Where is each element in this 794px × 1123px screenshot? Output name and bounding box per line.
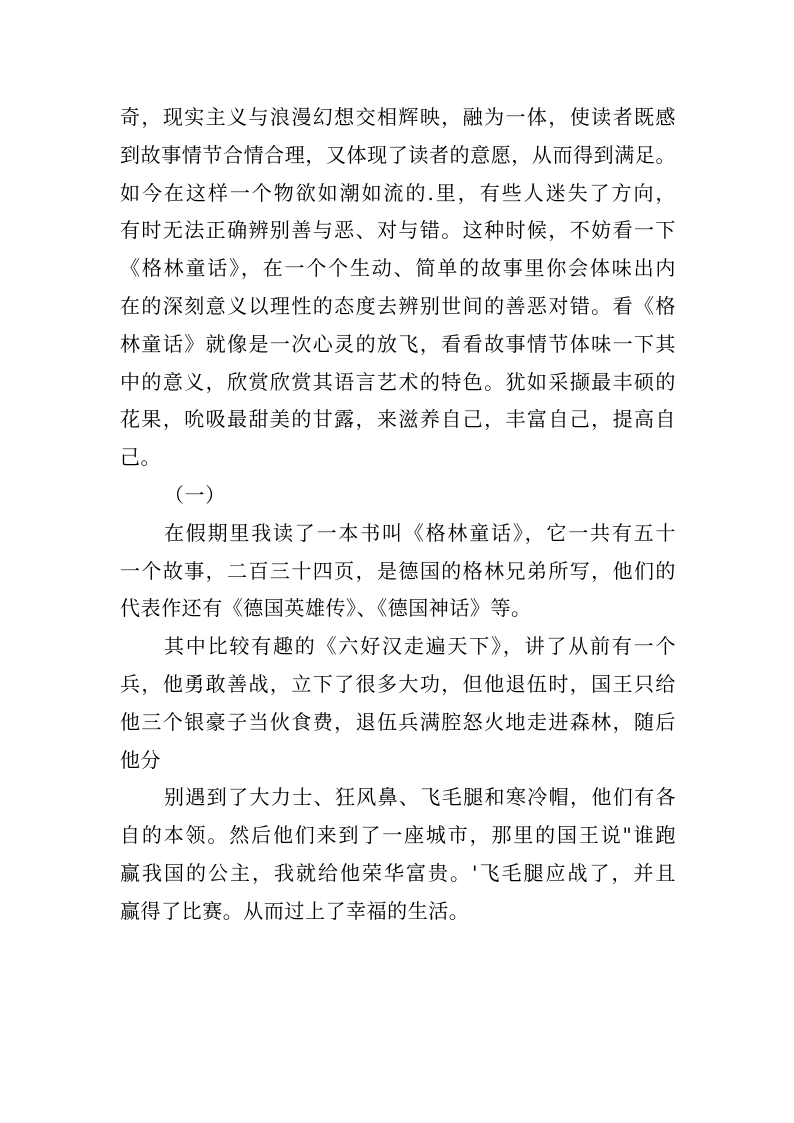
text-line: 赢我国的公主，我就给他荣华富贵。'飞毛腿应战了，并且 [120,860,676,885]
text-line: 林童话》就像是一次心灵的放飞，看看故事情节体味一下其 [120,331,676,356]
text-line: 如今在这样一个物欲如潮如流的.里，有些人迷失了方向， [120,180,676,205]
text-line: 有时无法正确辨别善与恶、对与错。这种时候，不妨看一下 [120,218,676,243]
text-line: 别遇到了大力士、狂风鼻、飞毛腿和寒冷帽，他们有各 [164,785,676,810]
text-line: 赢得了比赛。从而过上了幸福的生活。 [120,898,470,923]
text-line: 《格林童话》，在一个个生动、简单的故事里你会体味出内 [120,256,676,281]
text-line: 自的本领。然后他们来到了一座城市，那里的国王说"谁跑 [120,823,676,848]
text-line: 奇，现实主义与浪漫幻想交相辉映，融为一体，使读者既感 [120,105,676,129]
document-body [120,99,676,931]
text-line: （一） [164,482,226,507]
text-line: 中的意义，欣赏欣赏其语言艺术的特色。犹如采撷最丰硕的 [120,369,676,394]
text-line: 他三个银豪子当伙食费，退伍兵满腔怒火地走进森林，随后 [120,709,676,734]
text-line: 到故事情节合情合理，又体现了读者的意愿，从而得到满足。 [120,142,676,167]
text-line: 一个故事，二百三十四页，是德国的格林兄弟所写，他们的 [120,558,676,583]
text-line: 花果，吮吸最甜美的甘露，来滋养自己，丰富自己，提高自 [120,407,676,432]
text-line: 在的深刻意义以理性的态度去辨别世间的善恶对错。看《格 [120,293,676,318]
text-line: 其中比较有趣的《六好汉走遍天下》，讲了从前有一个 [164,634,676,659]
text-line: 兵，他勇敢善战，立下了很多大功，但他退伍时，国王只给 [120,671,676,696]
text-line: 在假期里我读了一本书叫《格林童话》，它一共有五十 [164,520,676,545]
text-line: 己。 [120,445,162,470]
text-line: 他分 [120,747,162,772]
text-line: 代表作还有《德国英雄传》、《德国神话》等。 [120,596,532,621]
